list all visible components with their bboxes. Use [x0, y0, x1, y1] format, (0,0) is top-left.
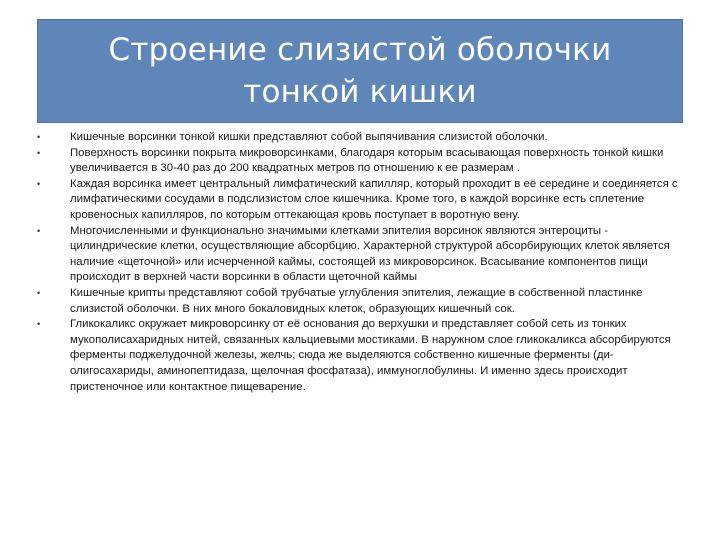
- bullet-item: [37, 317, 692, 395]
- bullet-dot-icon: •: [37, 319, 41, 330]
- bullet-text: Многочисленными и функционально значимыми клетками эпителия ворсинок являются энтероциты - цилиндрические клетки, осуществляющие абсорбцию. Характерной структурой абсорбирующих клеток является наличие «щеточной» или исчерченной каймы, состоящей из микроворсинок. Всасывание компонентов пищи происходит в верхней части ворсинки в области щеточной каймы: [70, 224, 670, 284]
- bullet-text: Каждая ворсинка имеет центральный лимфатический капилляр, который проходит в её середине и соединяется с лимфатическими сосудами в подслизистом слое кишечника. Кроме того, в каждой ворсинке есть сплетение кровеносных капилляров, по которым оттекающая кровь поступает в воротную вену.: [70, 177, 678, 221]
- slide-title-line-1: Строение слизистой оболочки: [108, 32, 612, 68]
- bullet-item: [37, 224, 692, 286]
- bullet-text: Гликокаликс окружает микроворсинку от её основания до верхушки и представляет собой сеть из тонких мукополисахаридных нитей, связанных кальциевыми мостиками. В наружном слое гликокаликса абсорбируются ферменты поджелудочной железы, желчь; сюда же выделяются собственно кишечные ферменты (ди-олигосахариды, аминопептидаза, щелочная фосфатаза), иммуноглобулины. И именно здесь происходит пристеночное или контактное пищеварение.: [70, 318, 671, 393]
- bullet-item: [37, 146, 692, 177]
- bullet-dot-icon: •: [37, 287, 41, 298]
- slide-title-line-2: тонкой кишки: [243, 74, 477, 110]
- bullet-dot-icon: •: [37, 225, 41, 236]
- bullet-item: [37, 130, 692, 146]
- bullet-item: [37, 286, 692, 317]
- title-banner: [37, 19, 683, 123]
- bullet-text: Поверхность ворсинки покрыта микроворсинками, благодаря которым всасывающая поверхность тонкой кишки увеличивается в 30-40 раз до 200 квадратных метров по отношению к ее размерам .: [70, 146, 664, 175]
- bullet-text: Кишечные ворсинки тонкой кишки представляют собой выпячивания слизистой оболочки.: [70, 131, 548, 143]
- bullet-dot-icon: •: [37, 178, 41, 189]
- bullet-text: Кишечные крипты представляют собой трубчатые углубления эпителия, лежащие в собственной пластинке слизистой оболочки. В них много бокаловидных клеток, образующих кишечный сок.: [70, 286, 643, 315]
- bullet-item: [37, 177, 692, 224]
- bullet-dot-icon: •: [37, 147, 41, 158]
- bullet-list: [37, 130, 692, 395]
- bullet-dot-icon: •: [37, 132, 41, 142]
